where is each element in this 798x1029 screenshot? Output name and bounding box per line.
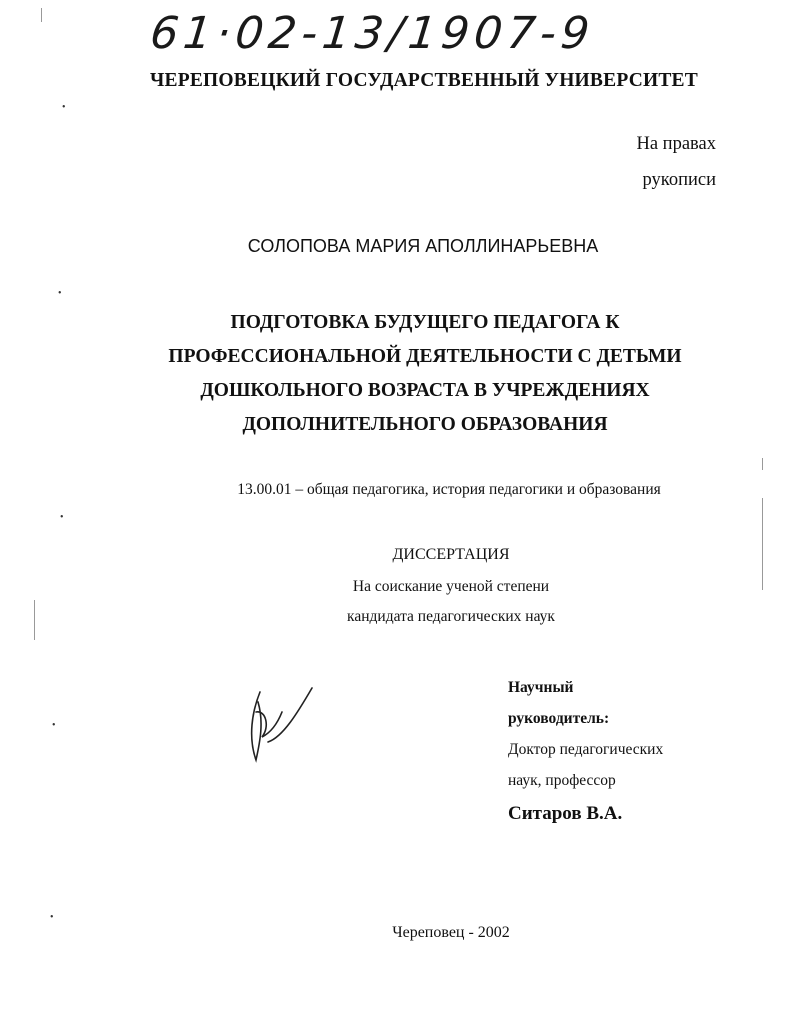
scan-mark	[34, 600, 35, 640]
author-name: СОЛОПОВА МАРИЯ АПОЛЛИНАРЬЕВНА	[247, 236, 599, 256]
signature-image	[238, 682, 318, 772]
scan-mark: •	[60, 512, 64, 523]
rights-line-2: рукописи	[642, 170, 716, 190]
scan-mark	[762, 458, 763, 470]
specialty-code: 13.00.01 – общая педагогика, история педагогики и образования	[237, 481, 661, 498]
handwritten-catalog-number: 61·02-13/1907-9	[147, 8, 597, 59]
scan-mark	[41, 8, 42, 22]
title-line: ПРОФЕССИОНАЛЬНОЙ ДЕЯТЕЛЬНОСТИ С ДЕТЬМИ	[168, 346, 682, 367]
degree-line-1: На соискание ученой степени	[352, 578, 550, 595]
supervisor-label-1: Научный	[508, 679, 574, 696]
scan-mark: •	[62, 102, 66, 113]
scan-mark: •	[58, 288, 62, 299]
supervisor-degree-2: наук, профессор	[508, 772, 616, 789]
supervisor-block	[508, 672, 663, 829]
dissertation-title	[0, 306, 798, 442]
city-year: Череповец - 2002	[392, 924, 510, 941]
scan-mark: •	[50, 912, 54, 923]
title-line: ДОПОЛНИТЕЛЬНОГО ОБРАЗОВАНИЯ	[242, 414, 608, 435]
title-line: ДОШКОЛЬНОГО ВОЗРАСТА В УЧРЕЖДЕНИЯХ	[200, 380, 650, 401]
university-name: ЧЕРЕПОВЕЦКИЙ ГОСУДАРСТВЕННЫЙ УНИВЕРСИТЕТ	[150, 70, 698, 91]
document-type: ДИССЕРТАЦИЯ	[392, 546, 510, 563]
scan-mark: •	[52, 720, 56, 731]
degree-line-2: кандидата педагогических наук	[347, 608, 555, 625]
scan-mark	[762, 498, 763, 590]
supervisor-degree-1: Доктор педагогических	[508, 741, 664, 758]
supervisor-name: Ситаров В.А.	[508, 803, 623, 824]
rights-line-1: На правах	[636, 134, 716, 154]
title-line: ПОДГОТОВКА БУДУЩЕГО ПЕДАГОГА К	[230, 312, 620, 333]
supervisor-label-2: руководитель:	[508, 710, 610, 727]
